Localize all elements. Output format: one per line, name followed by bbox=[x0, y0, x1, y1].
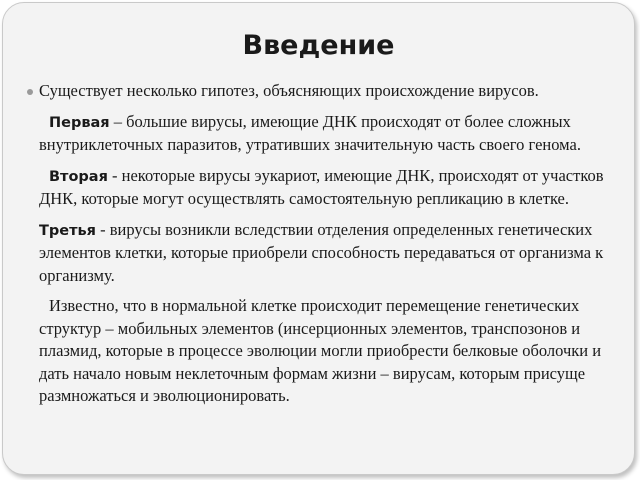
hypothesis-second bbox=[27, 165, 627, 211]
hypothesis-keyword: Третья bbox=[39, 222, 96, 239]
slide-title: Введение bbox=[242, 30, 395, 61]
intro-text: Существует несколько гипотез, объясняющих происхождение вирусов. bbox=[39, 81, 539, 100]
hypothesis-keyword: Вторая bbox=[49, 168, 108, 185]
bullet-dot-icon bbox=[27, 89, 33, 95]
closing-paragraph bbox=[27, 295, 627, 408]
hypothesis-text: - некоторые вирусы эукариот, имеющие ДНК, происходят от участков ДНК, которые могут осуществлять самостоятельную репликацию в клетке. bbox=[39, 165, 604, 208]
hypothesis-first bbox=[27, 111, 627, 157]
hypothesis-keyword: Первая bbox=[49, 114, 110, 131]
hypothesis-text: – большие вирусы, имеющие ДНК происходят от более сложных внутриклеточных паразитов, утративших значительную часть своего генома. bbox=[39, 111, 581, 154]
slide-frame bbox=[2, 2, 635, 475]
closing-text: Известно, что в нормальной клетке происходит перемещение генетических структур – мобильных элементов (инсерционных элементов, транспозонов и плазмид, которые в процессе эволюции могли приобрести белковые оболочки и дать начало новым неклеточным формам жизни – вирусам, которым присуще размножаться и эволюционировать. bbox=[39, 296, 602, 405]
intro-bullet bbox=[27, 80, 627, 103]
hypothesis-third bbox=[27, 219, 627, 288]
hypothesis-text: - вирусы возникли вследствии отделения определенных генетических элементов клетки, которые приобрели способность передаваться от организма к организму. bbox=[39, 219, 604, 285]
slide-body bbox=[27, 80, 627, 416]
